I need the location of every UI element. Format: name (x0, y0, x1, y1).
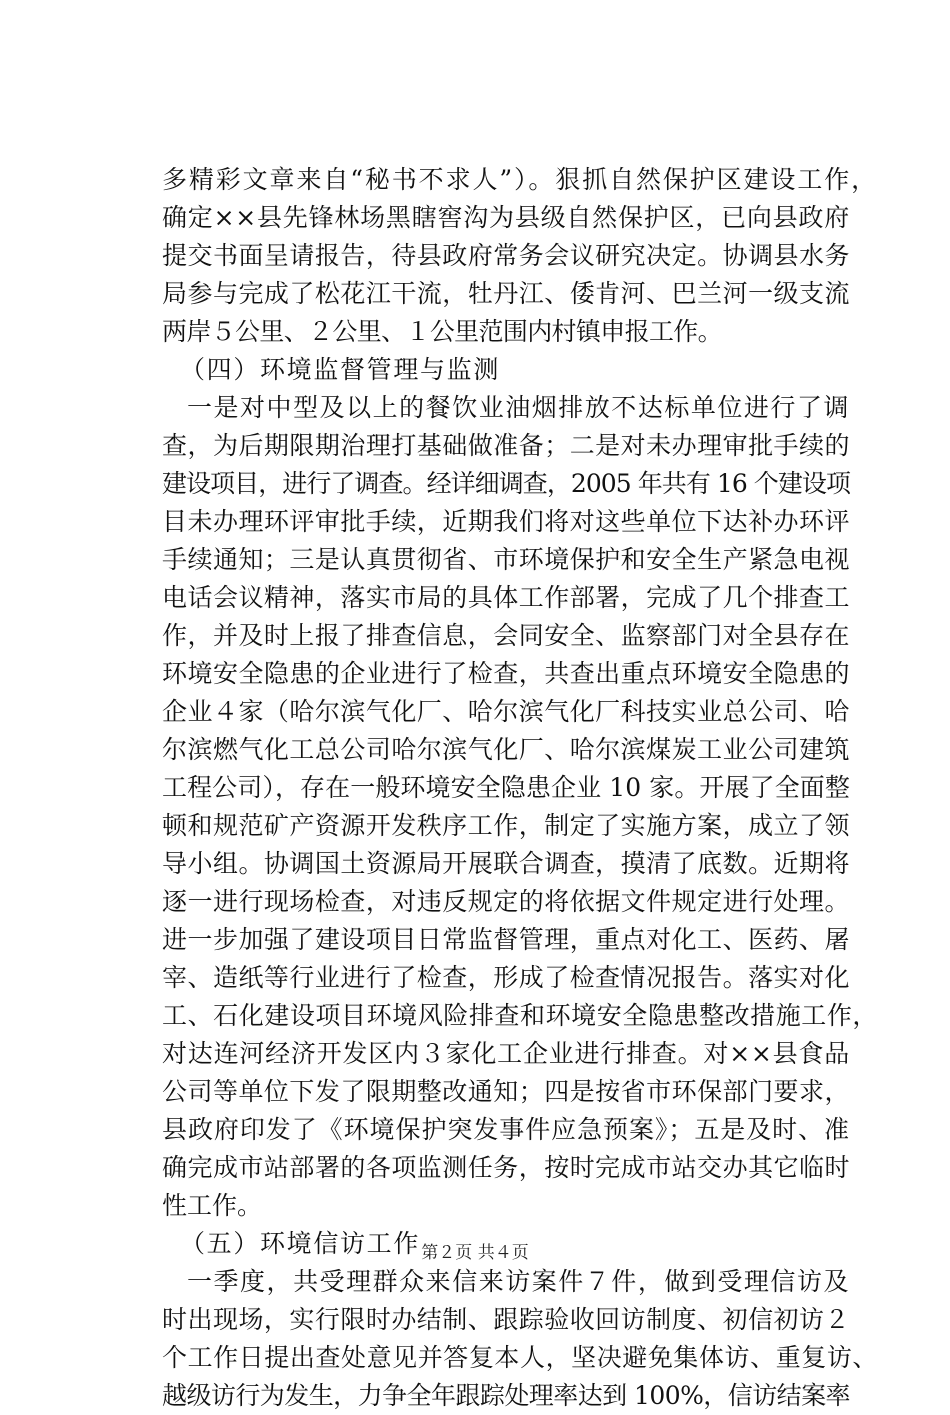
text-line (0, 807, 950, 845)
text-line (0, 997, 950, 1035)
section-heading-text: （四）环境监督管理与监测 (180, 355, 500, 384)
text-line (0, 503, 950, 541)
page-number-footer: 第２页 共４页 (421, 1243, 529, 1263)
text-line (0, 237, 950, 275)
text-line (0, 465, 950, 503)
text-line (0, 579, 950, 617)
text-line (0, 693, 950, 731)
text-line (0, 427, 950, 465)
text-line-content: 工、石化建设项目环境风险排查和环境安全隐患整改措施工作， (162, 1001, 878, 1030)
text-line (0, 959, 950, 997)
text-line (0, 655, 950, 693)
text-line-content: 尔滨燃气化工总公司哈尔滨气化厂、哈尔滨煤炭工业公司建筑 (162, 735, 850, 764)
text-line-content: 县政府印发了《环境保护突发事件应急预案》；五是及时、准 (162, 1115, 850, 1144)
text-line (0, 1301, 950, 1339)
section-heading-text: （五）环境信访工作 (180, 1229, 420, 1258)
text-line-content: 顿和规范矿产资源开发秩序工作，制定了实施方案，成立了领 (162, 811, 850, 840)
text-line-content: 建设项目，进行了调查。经详细调查，2005 年共有 16 个建设项 (162, 469, 850, 498)
text-line (0, 1339, 950, 1377)
text-line-content: 逐一进行现场检查，对违反规定的将依据文件规定进行处理。 (162, 887, 850, 916)
text-line-content: 企业４家（哈尔滨气化厂、哈尔滨气化厂科技实业总公司、哈 (162, 697, 850, 726)
text-line-content: 越级访行为发生，力争全年跟踪处理率达到 100%，信访结案率 (162, 1381, 850, 1410)
text-line-content: 时出现场，实行限时办结制、跟踪验收回访制度、初信初访２ (162, 1305, 850, 1334)
text-line (0, 1111, 950, 1149)
text-line (0, 389, 950, 427)
text-line (0, 921, 950, 959)
text-line-content: 个工作日提出查处意见并答复本人，坚决避免集体访、重复访、 (162, 1343, 878, 1372)
text-line (0, 731, 950, 769)
text-line-content: 一是对中型及以上的餐饮业油烟排放不达标单位进行了调 (187, 393, 850, 422)
text-line-content: 工程公司），存在一般环境安全隐患企业 10 家。开展了全面整 (162, 773, 850, 802)
text-line-content: 提交书面呈请报告，待县政府常务会议研究决定。协调县水务 (162, 241, 850, 270)
text-line-content: 手续通知；三是认真贯彻省、市环境保护和安全生产紧急电视 (162, 545, 850, 574)
text-line-content: 性工作。 (162, 1191, 262, 1220)
text-line (0, 199, 950, 237)
text-line-content: 查，为后期限期治理打基础做准备；二是对未办理审批手续的 (162, 431, 850, 460)
text-line-content: 电话会议精神，落实市局的具体工作部署，完成了几个排查工 (162, 583, 850, 612)
text-line (0, 541, 950, 579)
text-line-content: 确完成市站部署的各项监测任务，按时完成市站交办其它临时 (162, 1153, 850, 1182)
text-line-content: 目未办理环评审批手续，近期我们将对这些单位下达补办环评 (162, 507, 850, 536)
text-line-content: 进一步加强了建设项目日常监督管理，重点对化工、医药、屠 (162, 925, 850, 954)
text-line-content: 环境安全隐患的企业进行了检查，共查出重点环境安全隐患的 (162, 659, 850, 688)
text-line (0, 1149, 950, 1187)
text-line (0, 275, 950, 313)
text-line-content: 两岸５公里、２公里、１公里范围内村镇申报工作。 (162, 317, 722, 346)
text-line-content: 导小组。协调国土资源局开展联合调查，摸清了底数。近期将 (162, 849, 850, 878)
text-line-content: 一季度，共受理群众来信来访案件７件，做到受理信访及 (187, 1267, 850, 1296)
text-line (0, 161, 950, 199)
text-line (0, 769, 950, 807)
text-line-content: 多精彩文章来自“秘书不求人”）。狠抓自然保护区建设工作， (162, 165, 878, 194)
text-line (0, 883, 950, 921)
text-line-content: 宰、造纸等行业进行了检查，形成了检查情况报告。落实对化 (162, 963, 850, 992)
text-line-content: 局参与完成了松花江干流，牡丹江、倭肯河、巴兰河一级支流 (162, 279, 850, 308)
text-line (0, 1377, 950, 1415)
text-line (0, 1073, 950, 1111)
text-line (0, 1187, 950, 1225)
text-line (0, 313, 950, 351)
text-line-content: 公司等单位下发了限期整改通知；四是按省市环保部门要求， (162, 1077, 850, 1106)
text-line-content: 对达连河经济开发区内３家化工企业进行排查。对××县食品 (162, 1039, 850, 1068)
text-line-content: 确定××县先锋林场黑瞎窖沟为县级自然保护区，已向县政府 (162, 203, 850, 232)
text-line-content: 作，并及时上报了排查信息，会同安全、监察部门对全县存在 (162, 621, 850, 650)
section-heading (0, 351, 950, 389)
text-line (0, 845, 950, 883)
text-line (0, 617, 950, 655)
text-line (0, 1035, 950, 1073)
text-line (0, 1263, 950, 1301)
